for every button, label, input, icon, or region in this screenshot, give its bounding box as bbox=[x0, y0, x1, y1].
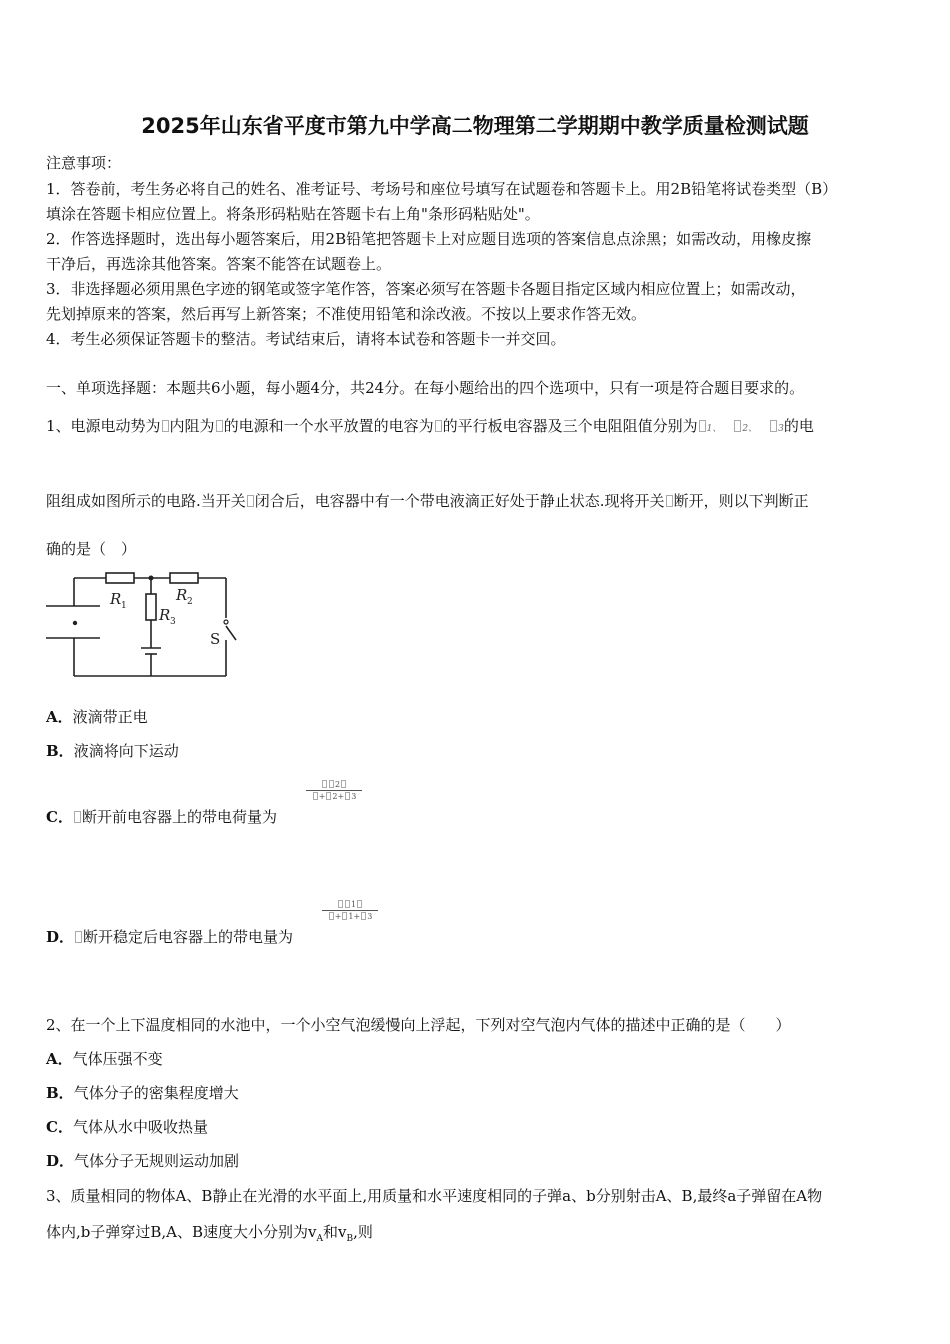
q3-text: ,则 bbox=[353, 1223, 373, 1241]
section-heading: 一、单项选择题：本题共6小题，每小题4分，共24分。在每小题给出的四个选项中，只有一项是符合题目要求的。 bbox=[46, 379, 805, 397]
q1-option-a bbox=[46, 706, 148, 727]
option-letter: D． bbox=[46, 928, 75, 946]
placeholder-glyph bbox=[699, 420, 706, 432]
notice-line: 干净后，再选涂其他答案。答案不能答在试题卷上。 bbox=[46, 255, 392, 273]
q1-stem-line2 bbox=[46, 490, 809, 511]
notice-line: 填涂在答题卡相应位置上。将条形码粘贴在答题卡右上角"条形码粘贴处"。 bbox=[46, 205, 540, 223]
resistor-r3 bbox=[146, 594, 156, 620]
subscript: 1 bbox=[706, 424, 713, 434]
fraction-denominator: + 2+ 3 bbox=[306, 792, 362, 801]
page-title: 2025年山东省平度市第九中学高二物理第二学期期中教学质量检测试题 bbox=[141, 114, 809, 138]
fraction-numerator: 2 bbox=[306, 780, 362, 789]
subscript: 2 bbox=[742, 424, 749, 434]
q2-option-c bbox=[46, 1116, 208, 1137]
separator: 、 bbox=[748, 424, 758, 434]
option-letter: D． bbox=[46, 1152, 75, 1170]
resistor-r1 bbox=[106, 573, 134, 583]
q2-stem: 2、在一个上下温度相同的水池中，一个小空气泡缓慢向上浮起，下列对空气泡内气体的描述中正确的是（ ） bbox=[46, 1016, 791, 1034]
option-letter: B． bbox=[46, 1084, 74, 1102]
placeholder-glyph bbox=[247, 495, 254, 507]
option-text: 断开前电容器上的带电荷量为 bbox=[81, 808, 277, 826]
notice-heading: 注意事项： bbox=[46, 154, 122, 172]
r2-label: R bbox=[176, 586, 188, 604]
q1-text: 阻组成如图所示的电路.当开关 bbox=[46, 492, 246, 510]
option-letter: A． bbox=[46, 708, 73, 726]
placeholder-glyph bbox=[435, 420, 442, 432]
r1-sub: 1 bbox=[121, 601, 127, 611]
q1-stem-line3: 确的是（ ） bbox=[46, 540, 137, 558]
placeholder-glyph bbox=[162, 420, 169, 432]
fraction-d bbox=[322, 900, 378, 921]
option-text: 气体分子无规则运动加剧 bbox=[74, 1152, 240, 1170]
junction-dot bbox=[149, 576, 154, 581]
q3-text: 体内,b子弹穿过B,A、B速度大小分别为v bbox=[46, 1223, 317, 1241]
q1-text: 内阻为 bbox=[169, 417, 215, 435]
q1-option-c bbox=[46, 806, 277, 827]
fraction-c bbox=[306, 780, 362, 801]
switch-label: S bbox=[210, 630, 221, 648]
q1-text: 闭合后，电容器中有一个带电液滴正好处于静止状态.现将开关 bbox=[254, 492, 665, 510]
r1-label: R bbox=[110, 590, 122, 608]
placeholder-glyph bbox=[74, 811, 81, 823]
q1-option-b bbox=[46, 740, 179, 761]
fraction-numerator: 1 bbox=[322, 900, 378, 909]
r3-sub: 3 bbox=[170, 617, 176, 627]
notice-line: 先划掉原来的答案，然后再写上新答案；不准使用铅笔和涂改液。不按以上要求作答无效。 bbox=[46, 305, 647, 323]
notice-line: 3．非选择题必须用黑色字迹的钢笔或签字笔作答，答案必须写在答题卡各题目指定区域内相应位置上；如需改动， bbox=[46, 280, 806, 298]
q1-text: 断开，则以下判断正 bbox=[673, 492, 809, 510]
q3-text: 和v bbox=[323, 1223, 347, 1241]
notice-line: 4．考生必须保证答题卡的整洁。考试结束后，请将本试卷和答题卡一并交回。 bbox=[46, 330, 566, 348]
q1-text: 的电源和一个水平放置的电容为 bbox=[223, 417, 434, 435]
option-text: 断开稳定后电容器上的带电量为 bbox=[83, 928, 294, 946]
q1-text: 的电 bbox=[783, 417, 814, 435]
option-letter: A． bbox=[46, 1050, 73, 1068]
q1-text: 1、电源电动势为 bbox=[46, 417, 161, 435]
option-text: 液滴带正电 bbox=[72, 708, 148, 726]
subscript: B bbox=[346, 1234, 354, 1244]
r3-label: R bbox=[159, 606, 171, 624]
placeholder-glyph bbox=[216, 420, 223, 432]
q2-option-d bbox=[46, 1150, 239, 1171]
option-letter: C． bbox=[46, 808, 73, 826]
subscript: 3 bbox=[778, 424, 784, 434]
q2-option-a bbox=[46, 1048, 163, 1069]
q1-stem-line1 bbox=[46, 415, 814, 436]
q3-stem-line2 bbox=[46, 1221, 373, 1244]
option-text: 气体压强不变 bbox=[72, 1050, 163, 1068]
fraction-denominator: + 1+ 3 bbox=[322, 912, 378, 921]
placeholder-glyph bbox=[75, 931, 82, 943]
placeholder-glyph bbox=[770, 420, 777, 432]
switch-s bbox=[226, 626, 236, 640]
q1-text: 的平行板电容器及三个电阻阻值分别为 bbox=[442, 417, 698, 435]
subscript: A bbox=[316, 1234, 323, 1244]
charged-droplet bbox=[73, 621, 77, 625]
q1-option-d bbox=[46, 926, 293, 947]
switch-contact bbox=[224, 620, 228, 624]
r2-sub: 2 bbox=[187, 597, 193, 607]
placeholder-glyph bbox=[666, 495, 673, 507]
option-letter: B． bbox=[46, 742, 74, 760]
option-text: 液滴将向下运动 bbox=[73, 742, 179, 760]
notice-line: 1．答卷前，考生务必将自己的姓名、准考证号、考场号和座位号填写在试题卷和答题卡上。用2B铅笔将试卷类型（B） bbox=[46, 180, 838, 198]
q2-option-b bbox=[46, 1082, 239, 1103]
separator: 、 bbox=[712, 424, 722, 434]
resistor-r2 bbox=[170, 573, 198, 583]
notice-line: 2．作答选择题时，选出每小题答案后，用2B铅笔把答题卡上对应题目选项的答案信息点涂黑；如需改动，用橡皮擦 bbox=[46, 230, 812, 248]
option-text: 气体分子的密集程度增大 bbox=[73, 1084, 239, 1102]
placeholder-glyph bbox=[734, 420, 741, 432]
option-text: 气体从水中吸收热量 bbox=[72, 1118, 208, 1136]
option-letter: C． bbox=[46, 1118, 73, 1136]
circuit-diagram bbox=[44, 568, 244, 683]
q3-stem-line1: 3、质量相同的物体A、B静止在光滑的水平面上,用质量和水平速度相同的子弹a、b分别射击A、B,最终a子弹留在A物 bbox=[46, 1187, 823, 1205]
